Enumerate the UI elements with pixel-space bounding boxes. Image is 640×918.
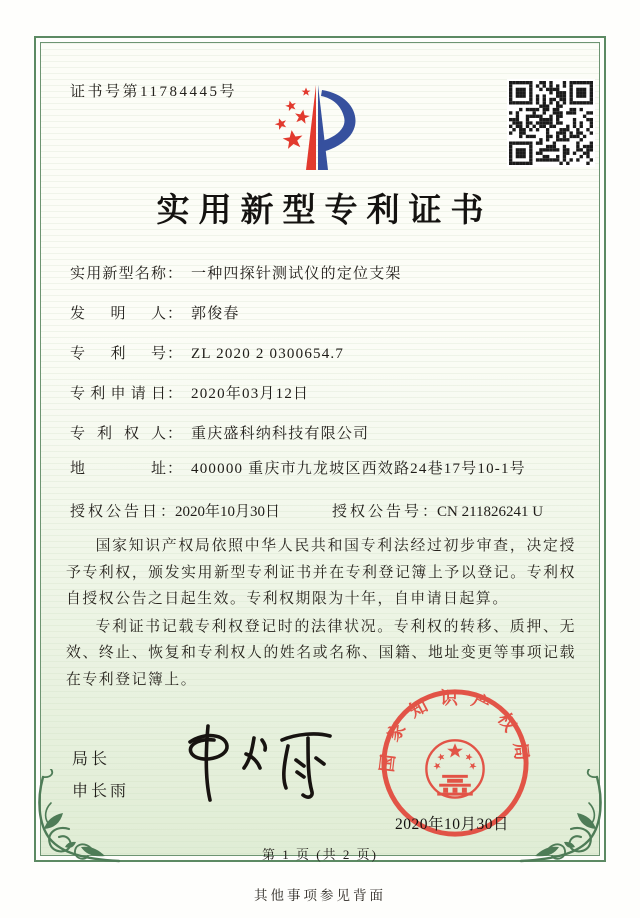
back-note: 其他事项参见背面 [254, 888, 386, 903]
field-row-patent-number [70, 342, 344, 363]
grant-date-label: 授权公告日 [70, 504, 161, 520]
field-value: 一种四探针测试仪的定位支架 [191, 266, 402, 282]
field-label: 地址 [70, 461, 167, 477]
field-label: 专利号 [70, 346, 167, 362]
field-colon: ： [167, 266, 184, 282]
field-colon: ： [422, 504, 438, 520]
svg-text:国家知识产权局 [377, 687, 534, 773]
field-label: 发明人 [70, 306, 167, 322]
legal-paragraph-1: 国家知识产权局依照中华人民共和国专利法经过初步审查，决定授予专利权，颁发实用新型专利证书并在专利登记簿上予以登记。专利权自授权公告之日起生效。专利权期限为十年，自申请日起算。 [66, 538, 576, 607]
field-colon: ： [167, 461, 184, 477]
certificate-title: 实用新型专利证书 [156, 193, 493, 229]
field-value: ZL 2020 2 0300654.7 [191, 346, 345, 362]
director-signature [170, 720, 360, 808]
field-label: 专利权人 [70, 426, 167, 442]
officer-title: 局长 [72, 751, 111, 768]
field-value: 2020年03月12日 [191, 386, 310, 402]
grant-date-value: 2020年10月30日 [175, 504, 281, 520]
field-row-patent-name [70, 262, 402, 283]
field-value: 400000 重庆市九龙坡区西效路24巷17号10-1号 [191, 461, 526, 477]
officer-block [72, 744, 129, 808]
legal-text [66, 533, 576, 694]
national-emblem-icon [426, 740, 483, 797]
certificate-number: 证书号第11784445号 [70, 84, 237, 100]
grant-number-label: 授权公告号 [332, 504, 423, 520]
field-colon: ： [167, 386, 184, 402]
grant-number [332, 500, 543, 521]
field-colon: ： [160, 504, 176, 520]
field-row-inventor [70, 302, 240, 323]
field-value: 郭俊春 [191, 306, 240, 322]
field-label: 专利申请日 [70, 386, 167, 402]
grant-row [70, 500, 575, 521]
field-row-patentee [70, 422, 369, 443]
grant-date [70, 504, 280, 520]
seal-ring-text: 国家知识产权局 [376, 687, 534, 774]
field-label: 实用新型名称 [70, 266, 167, 282]
field-colon: ： [167, 346, 184, 362]
field-colon: ： [167, 426, 184, 442]
officer-name: 申长雨 [72, 783, 130, 800]
cnipa-logo-icon [256, 82, 382, 176]
field-colon: ： [167, 306, 184, 322]
grant-number-value: CN 211826241 U [437, 504, 544, 520]
legal-paragraph-2: 专利证书记载专利权登记时的法律状况。专利权的转移、质押、无效、终止、恢复和专利权人的姓名或名称、国籍、地址变更等事项记载在专利登记簿上。 [66, 618, 576, 688]
qr-code [507, 79, 595, 167]
field-row-address [70, 457, 526, 478]
field-row-filing-date [70, 382, 309, 403]
seal-date: 2020年10月30日 [394, 816, 509, 833]
page-number: 第 1 页 (共 2 页) [262, 847, 378, 862]
field-value: 重庆盛科纳科技有限公司 [191, 426, 370, 442]
